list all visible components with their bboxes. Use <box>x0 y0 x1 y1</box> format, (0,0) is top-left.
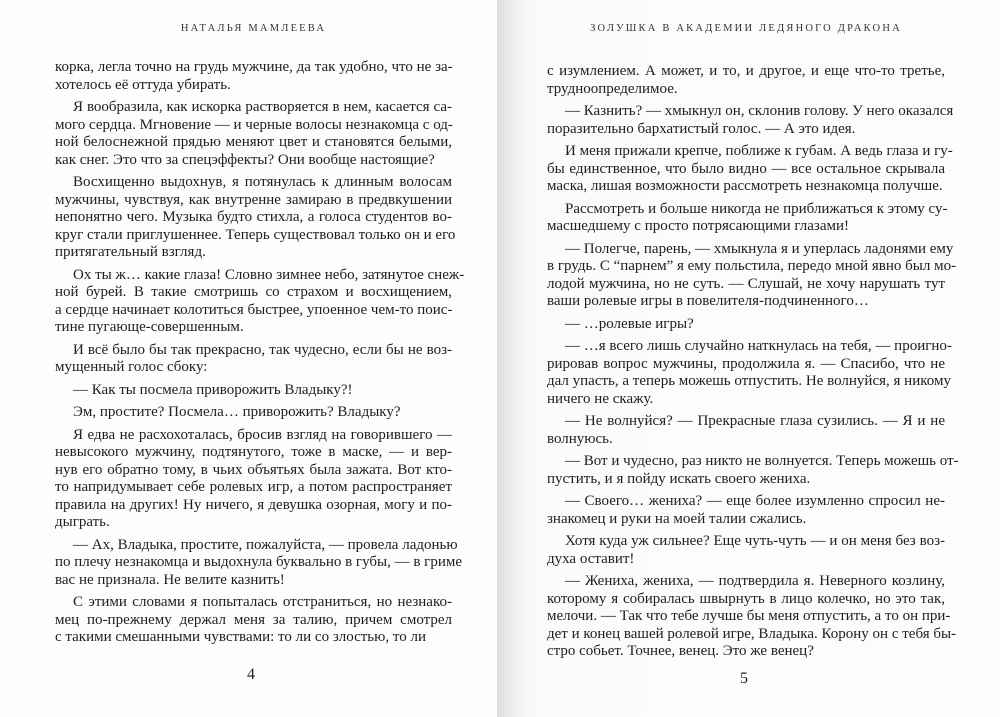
text-line: дыграть. <box>55 514 110 530</box>
text-line: мужчины, чувствуя, как внутренне замираю в предвкушении <box>55 191 452 208</box>
text-line: а сердце начинает колотиться быстрее, упоенное чем-то поис- <box>55 301 453 318</box>
text-line: — Как ты посмела приворожить Владыку?! <box>73 381 353 398</box>
text-line: бы единственное, что было видно — все остальное скрывала <box>547 160 945 177</box>
paragraph <box>547 200 948 236</box>
text-line: С этими словами я попыталась отстраниться, но незнако- <box>73 594 452 610</box>
text-line: стро собьет. Точнее, венец. Это же венец? <box>547 643 814 659</box>
text-line: маска, лишая возможности рассмотреть незнакомца получше. <box>547 178 943 194</box>
text-line: невысокого мужчину, подтянутого, тоже в маске, — и вер- <box>55 444 452 460</box>
page-number: 4 <box>247 666 255 683</box>
text-line: круг стали приглушеннее. Теперь существовал только он и его <box>55 226 456 243</box>
text-line: тине пугающе-совершенным. <box>55 319 244 335</box>
paragraph <box>55 266 465 337</box>
text-line: — Своего… жениха? — еще более изумленно спросил не- <box>565 493 945 509</box>
text-line: — Полегче, парень, — хмыкнула я и уперлась ладонями ему <box>565 240 954 257</box>
paragraph <box>547 493 945 528</box>
text-line: Эм, простите? Посмела… приворожить? Владыку? <box>73 404 401 420</box>
page-number: 5 <box>740 670 748 687</box>
paragraph <box>547 63 945 98</box>
text-line: пустить, и я пойду искать своего жениха. <box>547 470 811 487</box>
paragraph <box>55 594 452 647</box>
paragraph <box>55 536 463 590</box>
text-line: И всё было бы так прекрасно, так чудесно, если бы не воз- <box>73 341 452 358</box>
paragraph <box>55 404 452 422</box>
text-line: Хотя куда уж сильнее? Еще чуть-чуть — и он меня без воз- <box>565 533 945 549</box>
paragraph <box>547 413 945 448</box>
paragraph <box>55 427 452 532</box>
text-line: рировав вопрос мужчины, продолжила я. — Спасибо, что не <box>547 355 945 372</box>
paragraph <box>547 143 953 196</box>
text-line: Я вообразила, как искорка растворяется в нем, касается са- <box>73 99 452 115</box>
text-line: трудноопределимое. <box>547 80 678 97</box>
text-line: то напридумывает себе ролевых игр, а потом распространяет <box>55 479 452 495</box>
text-line: духа оставит! <box>547 550 635 567</box>
paragraph <box>55 174 456 262</box>
paragraph <box>55 59 452 94</box>
paragraph <box>55 342 452 377</box>
paragraph <box>547 316 945 334</box>
text-line: Рассмотреть и больше никогда не приближаться к этому су- <box>565 200 948 217</box>
text-line: мец по-прежнему держал меня за талию, причем смотрел <box>55 611 452 628</box>
text-line: мущенный голос сбоку: <box>55 359 208 375</box>
right-page <box>497 0 1000 717</box>
text-line: волнуюсь. <box>547 430 613 447</box>
paragraph <box>547 573 957 661</box>
text-line: — Вот и чудесно, раз никто не волнуется. Теперь можешь от- <box>565 453 959 469</box>
text-line: — Жениха, жениха, — подтвердила я. Неверного козлину, <box>565 573 945 589</box>
text-line: — …ролевые игры? <box>565 315 694 332</box>
text-line: корка, легла точно на грудь мужчине, да так удобно, что не за- <box>55 59 453 75</box>
text-line: И меня прижали крепче, поближе к губам. А ведь глаза и гу- <box>565 143 953 159</box>
text-line: с изумлением. А может, и то, и другое, и еще что-то третье, <box>547 63 945 79</box>
text-line: ничего не скажу. <box>547 390 654 407</box>
left-body-text <box>55 59 465 647</box>
text-line: притягательный взгляд. <box>55 244 206 260</box>
right-body-text <box>547 63 959 661</box>
text-line: с такими смешанными чувствами: то ли со злостью, то ли <box>55 629 426 645</box>
text-line: в грудь. С “парнем” я ему польстила, передо мной явно был мо- <box>547 258 957 274</box>
text-line: — Ах, Владыка, простите, пожалуйста, — провела ладонью <box>73 536 458 553</box>
text-line: — …я всего лишь случайно наткнулась на тебя, — проигно- <box>565 338 952 354</box>
text-line: Я едва не расхохоталась, бросив взгляд на говорившего — <box>73 426 452 443</box>
text-line: знакомец и руки на моей талии сжались. <box>547 510 807 527</box>
text-line: лодой мужчина, но не суть. — Слушай, не хочу нарушать тут <box>547 275 945 292</box>
text-line: нув его обратно тому, в чьих объятьях была зажата. Вот кто- <box>55 461 452 478</box>
paragraph <box>547 453 959 488</box>
text-line: Ох ты ж… какие глаза! Словно зимнее небо, затянутое снеж- <box>73 266 465 283</box>
text-line: правила на других! Ну ничего, я девушка озорная, могу и по- <box>55 496 452 513</box>
text-line: поразительно бархатистый голос. — А это идея. <box>547 120 856 137</box>
text-line: Восхищенно выдохнув, я потянулась к длинным волосам <box>73 174 452 190</box>
text-line: дет и конец вашей ролевой игре, Владыка. Корону он с тебя бы- <box>547 625 957 642</box>
text-line: которому я собиралась швырнуть в лицо колечко, но это так, <box>547 590 945 607</box>
paragraph <box>547 240 957 311</box>
text-line: дал упасть, а теперь можешь отпустить. Не волнуйся, я никому <box>547 373 951 389</box>
text-line: ваши ролевые игры в повелителя-подчиненного… <box>547 293 869 309</box>
text-line: — Не волнуйся? — Прекрасные глаза сузились. — Я и не <box>565 413 945 429</box>
paragraph <box>547 338 952 408</box>
running-head-title: ЗОЛУШКА В АКАДЕМИИ ЛЕДЯНОГО ДРАКОНА <box>590 23 902 34</box>
paragraph <box>55 99 452 169</box>
text-line: как снег. Это что за спецэффекты? Они вообще настоящие? <box>55 151 435 168</box>
paragraph <box>547 533 945 568</box>
text-line: мелочи. — Так что тебе лучше бы меня отпустить, а то он при- <box>547 608 951 624</box>
paragraph <box>55 382 452 400</box>
paragraph <box>547 103 954 138</box>
text-line: — Казнить? — хмыкнул он, склонив голову. У него оказался <box>565 103 954 119</box>
text-line: по плечу незнакомца и выдохнула буквально в губы, — в гриме <box>55 554 463 570</box>
text-line: ной бурей. В такие смотришь со страхом и восхищением, <box>55 284 452 300</box>
text-line: хотелось её оттуда убирать. <box>55 76 231 93</box>
text-line: вас не признала. Не велите казнить! <box>55 571 285 588</box>
text-line: ной белоснежной прядью меняют цвет и становятся белыми, <box>55 134 452 150</box>
text-line: непонятно чего. Музыка будто стихла, а голоса студентов во- <box>55 209 452 225</box>
text-line: мого сердца. Мгновение — и черные волосы незнакомца с од- <box>55 116 453 133</box>
text-line: масшедшему с просто потрясающими глазами! <box>547 218 850 234</box>
left-page <box>0 0 497 717</box>
running-head-author: НАТАЛЬЯ МАМЛЕЕВА <box>180 23 327 34</box>
